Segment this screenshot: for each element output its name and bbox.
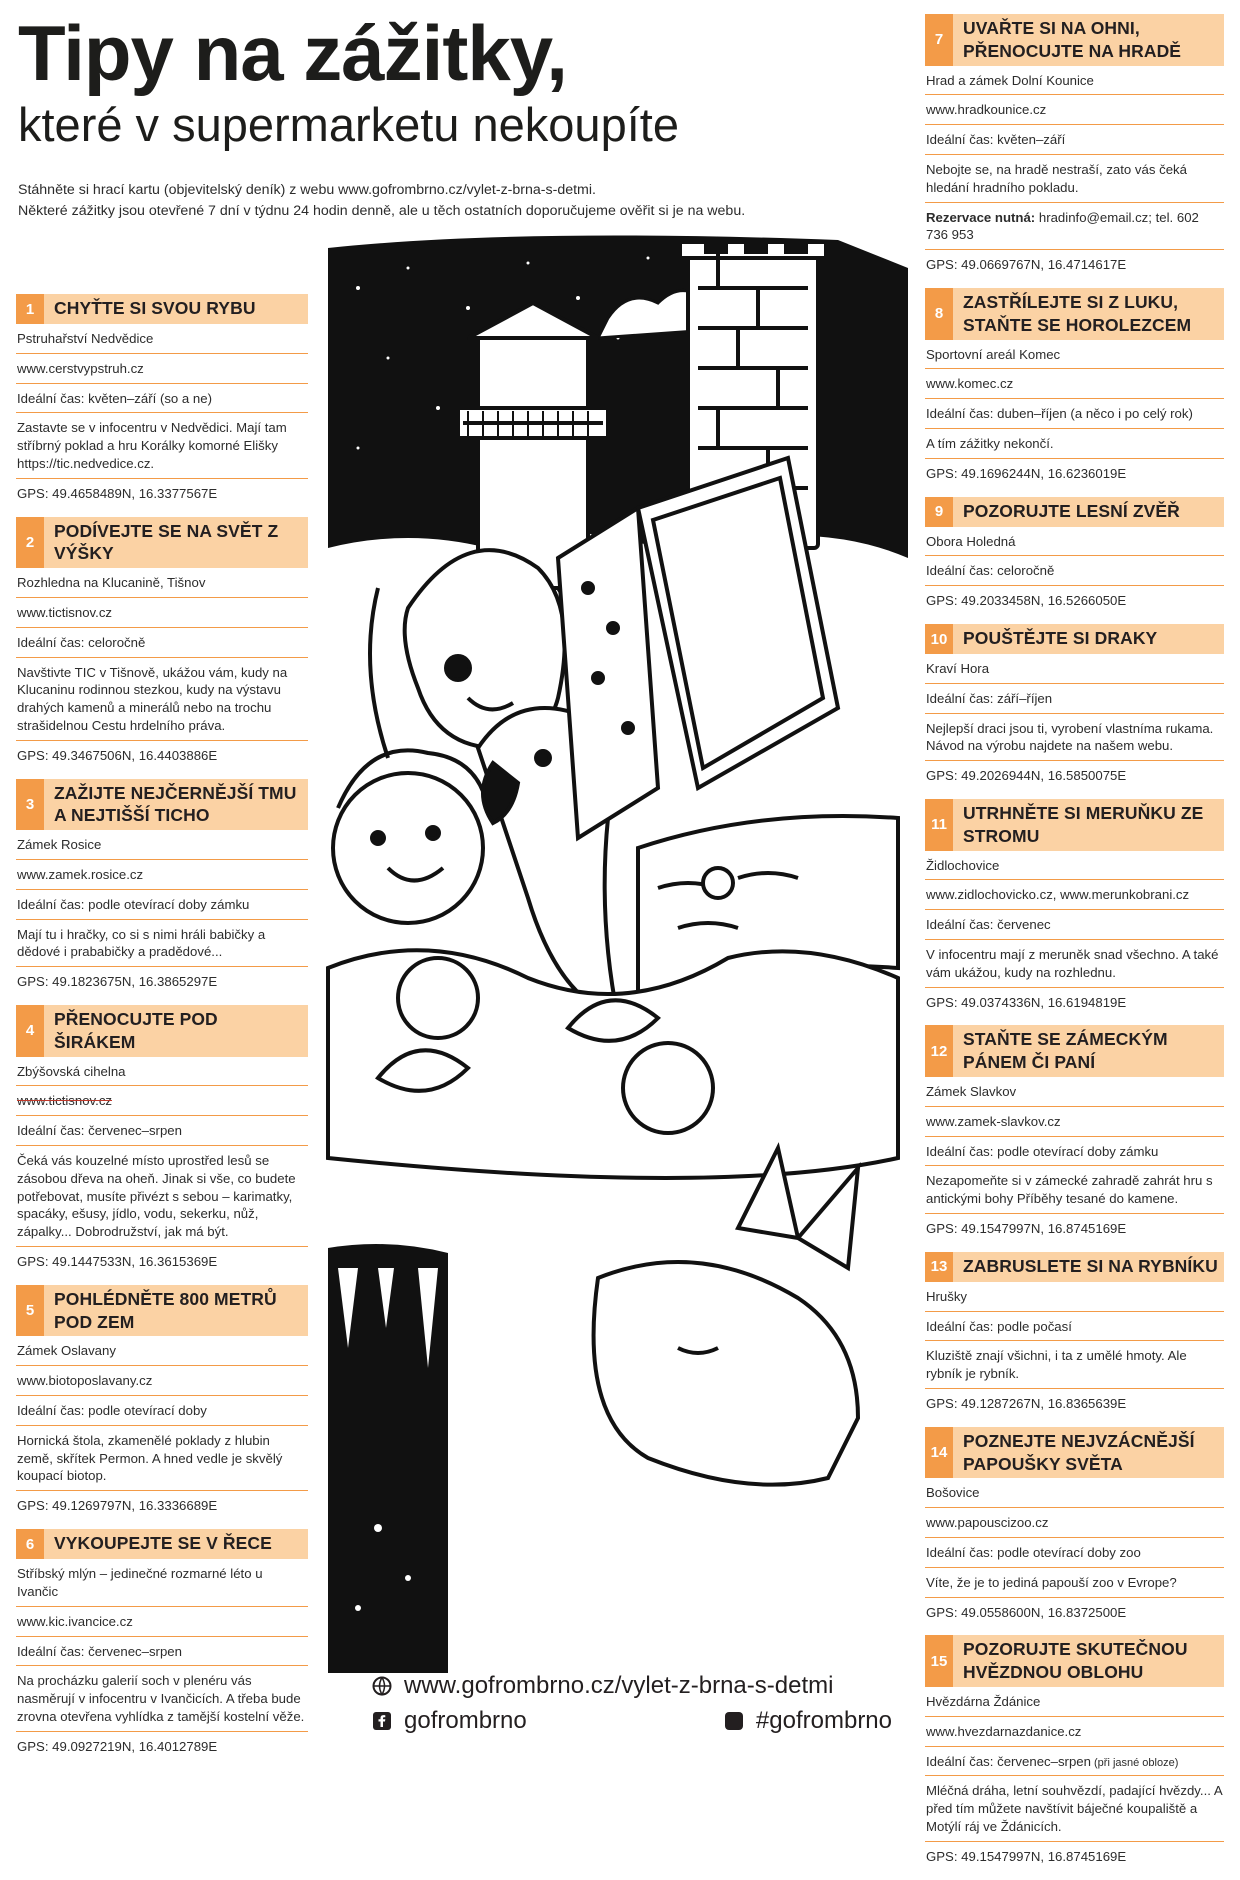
tip-header [925, 1635, 1224, 1687]
tip-time-note: (při jasné obloze) [1090, 1756, 1179, 1769]
tip-number: 3 [16, 779, 44, 831]
tip-title: ZASTŘÍLEJTE SI Z LUKU, STAŇTE SE HOROLEZCEM [963, 292, 1192, 335]
tip-gps: GPS: 49.2026944N, 16.5850075E [926, 768, 1127, 784]
instagram-icon [724, 1711, 744, 1731]
tip-note: Nejlepší draci jsou ti, vyrobení vlastníma rukama. Návod na výrobu najdete na našem webu. [925, 714, 1224, 762]
tip-web: www.tictisnov.cz [16, 598, 308, 628]
tip-header [925, 14, 1224, 66]
tip-place: Hrušky [925, 1282, 1224, 1312]
tip-place: Hrad a zámek Dolní Kounice [925, 66, 1224, 96]
tip-title: UTRHNĚTE SI MERUŇKU ZE STROMU [963, 803, 1204, 846]
tip-header [16, 779, 308, 831]
footer-url[interactable]: www.gofrombrno.cz/vylet-z-brna-s-detmi [404, 1672, 834, 1699]
tips-left-column [16, 294, 308, 1770]
tip-time: Ideální čas: červenec [925, 910, 1224, 940]
tip-note: Mají tu i hračky, co si s nimi hráli babičky a dědové i prababičky a pradědové... [16, 920, 308, 968]
tip-2 [16, 517, 308, 770]
tip-header [925, 799, 1224, 851]
tip-web: www.hvezdarnazdanice.cz [925, 1717, 1224, 1747]
tip-8 [925, 288, 1224, 488]
tip-gps: GPS: 49.3467506N, 16.4403886E [17, 747, 218, 763]
tip-note: Hornická štola, zkamenělé poklady z hlubin země, skřítek Permon. A hned vedle je skvělý koupací biotop. [16, 1426, 308, 1491]
tip-6 [16, 1529, 308, 1761]
intro-line: Některé zážitky jsou otevřené 7 dní v týdnu 24 hodin denně, ale u těch ostatních doporučujeme ověřit si je na webu. [18, 202, 746, 219]
tip-5 [16, 1285, 308, 1520]
tip-time: Ideální čas: podle počasí [925, 1312, 1224, 1342]
tip-time: Ideální čas: celoročně [16, 628, 308, 658]
tip-1 [16, 294, 308, 508]
tip-number: 5 [16, 1285, 44, 1337]
tip-time: Ideální čas: květen–září (so a ne) [16, 384, 308, 414]
tip-gps: GPS: 49.0669767N, 16.4714617E [926, 257, 1127, 273]
tip-note: Nebojte se, na hradě nestraší, zato vás čeká hledání hradního pokladu. [925, 155, 1224, 203]
footer-url-row [372, 1670, 892, 1701]
tip-title: VYKOUPEJTE SE V ŘECE [54, 1533, 272, 1554]
tip-14 [925, 1427, 1224, 1627]
tip-place: Obora Holedná [925, 527, 1224, 557]
tip-number: 9 [925, 497, 953, 527]
tip-gps: GPS: 49.1447533N, 16.3615369E [17, 1254, 218, 1270]
tip-note: Navštivte TIC v Tišnově, ukážou vám, kudy na Klucaninu rodinnou stezkou, kudy na výstavu drahých kamenů a minerálů nebo na trochu strašidelnou Cestu hrdelního práva. [16, 658, 308, 741]
tip-gps: GPS: 49.1269797N, 16.3336689E [17, 1498, 218, 1514]
tip-header [925, 288, 1224, 340]
tip-number: 13 [925, 1252, 953, 1282]
footer [372, 1670, 892, 1736]
tips-right-column [925, 14, 1224, 1880]
footer-social-row [372, 1705, 892, 1736]
boy-figure [333, 750, 488, 923]
tip-note: Nezapomeňte si v zámecké zahradě zahrát hru s antickými bohy Příběhy tesané do kamene. [925, 1166, 1224, 1214]
facebook-icon [372, 1711, 392, 1731]
tip-gps: GPS: 49.1287267N, 16.8365639E [926, 1396, 1127, 1412]
tip-number: 8 [925, 288, 953, 340]
reservation-label: Rezervace nutná: [926, 209, 1036, 225]
tip-number: 11 [925, 799, 953, 851]
tip-title: POUŠTĚJTE SI DRAKY [963, 628, 1158, 648]
tip-time: Ideální čas: celoročně [925, 556, 1224, 586]
tip-web: www.cerstvypstruh.cz [16, 354, 308, 384]
tip-15 [925, 1635, 1224, 1870]
tip-time: Ideální čas: květen–září [925, 125, 1224, 155]
tip-header [16, 517, 308, 569]
tip-time: Ideální čas: duben–říjen (a něco i po celý rok) [925, 399, 1224, 429]
tip-time: Ideální čas: září–říjen [925, 684, 1224, 714]
tip-12 [925, 1025, 1224, 1242]
tip-title: PODÍVEJTE SE NA SVĚT Z VÝŠKY [54, 520, 279, 564]
tip-9 [925, 497, 1224, 615]
tip-header [925, 624, 1224, 654]
illustration [318, 228, 912, 1676]
tip-note: Zastavte se v infocentru v Nedvědici. Mají tam stříbrný poklad a hru Korálky komorné Elišky https://tic.nedvedice.cz. [16, 413, 308, 478]
tip-title: POHLÉDNĚTE 800 METRŮ POD ZEM [54, 1288, 277, 1332]
tip-place: Bošovice [925, 1478, 1224, 1508]
tip-gps: GPS: 49.0374336N, 16.6194819E [926, 994, 1127, 1010]
tip-time: Ideální čas: podle otevírací doby zoo [925, 1538, 1224, 1568]
tip-note: Kluziště znají všichni, i ta z umělé hmoty. Ale rybník je rybník. [925, 1341, 1224, 1389]
tip-note: Mléčná dráha, letní souhvězdí, padající hvězdy... A před tím můžete navštívit báječné koupaliště a Motýlí ráj ve Ždánicích. [925, 1776, 1224, 1841]
cave-stalactites [328, 1244, 448, 1673]
tip-note: Na procházku galerií soch v plenéru vás nasměrují v infocentru v Ivančicích. A třeba bude zrovna otevřena vyhlídka z tamější kostelní věže. [16, 1666, 308, 1731]
page-subtitle: které v supermarketu nekoupíte [18, 97, 679, 151]
tip-number: 10 [925, 624, 953, 654]
tip-place: Kraví Hora [925, 654, 1224, 684]
tip-place: Stříbský mlýn – jedinečné rozmarné léto u Ivančic [16, 1559, 308, 1607]
tip-time: Ideální čas: podle otevírací doby zámku [16, 890, 308, 920]
tip-gps: GPS: 49.4658489N, 16.3377567E [17, 485, 218, 501]
tip-number: 4 [16, 1005, 44, 1057]
tip-time: Ideální čas: podle otevírací doby [16, 1396, 308, 1426]
tip-web: www.zamek-slavkov.cz [925, 1107, 1224, 1137]
footer-facebook[interactable]: gofrombrno [404, 1707, 527, 1735]
tip-note: V infocentru mají z meruněk snad všechno. A také vám ukážou, kudy na rozhlednu. [925, 940, 1224, 988]
tip-gps: GPS: 49.1547997N, 16.8745169E [926, 1221, 1127, 1236]
tip-title: CHYŤTE SI SVOU RYBU [54, 298, 256, 318]
tip-place: Hvězdárna Ždánice [925, 1687, 1224, 1717]
tip-place: Zámek Oslavany [16, 1336, 308, 1366]
tip-13 [925, 1252, 1224, 1418]
footer-instagram[interactable]: #gofrombrno [755, 1707, 892, 1735]
tip-4 [16, 1005, 308, 1276]
tip-time: Ideální čas: červenec–srpen [16, 1637, 308, 1667]
tip-web: www.zamek.rosice.cz [16, 860, 308, 890]
tip-11 [925, 799, 1224, 1016]
tip-place: Zbýšovská cihelna [16, 1057, 308, 1087]
tip-title: ZABRUSLETE SI NA RYBNÍKU [963, 1255, 1218, 1276]
tip-header [16, 1285, 308, 1337]
tip-number: 6 [16, 1529, 44, 1559]
tip-note: Čeká vás kouzelné místo uprostřed lesů se zásobou dřeva na oheň. Jinak si vše, co budete potřebovat, musíte přivézt s sebou – karimatky, spacáky, ešusy, jídlo, vodu, sekerku, nůž, zápalky... Dobrodružství, jak má být. [16, 1146, 308, 1247]
tip-place: Rozhledna na Klucanině, Tišnov [16, 568, 308, 598]
tip-title: POZORUJTE LESNÍ ZVĚŘ [963, 500, 1180, 521]
tip-web-struck: www.tictisnov.cz [17, 1093, 113, 1109]
tip-title: STAŇTE SE ZÁMECKÝM PÁNEM ČI PANÍ [963, 1029, 1168, 1073]
tip-place: Zámek Rosice [16, 830, 308, 860]
tip-title: PŘENOCUJTE POD ŠIRÁKEM [54, 1009, 218, 1052]
tip-title: POZORUJTE SKUTEČNOU HVĚZDNOU OBLOHU [963, 1639, 1188, 1683]
tip-gps: GPS: 49.2033458N, 16.5266050E [926, 593, 1127, 609]
page-title: Tipy na zážitky, [18, 9, 567, 97]
climbing-wall [558, 508, 658, 838]
tip-time-row [925, 1747, 1224, 1777]
reservation-text: hradinfo@email.cz; tel. 602 736 953 [926, 209, 1199, 243]
tip-note: A tím zážitky nekončí. [925, 429, 1224, 459]
tip-title: UVAŘTE SI NA OHNI, PŘENOCUJTE NA HRADĚ [963, 18, 1182, 61]
tip-time: Ideální čas: červenec–srpen [16, 1116, 308, 1146]
tip-header [16, 294, 308, 324]
tip-header [925, 1427, 1224, 1479]
tip-web: www.biotoposlavany.cz [16, 1366, 308, 1396]
tip-gps: GPS: 49.0558600N, 16.8372500E [926, 1604, 1127, 1620]
tip-7 [925, 14, 1224, 279]
tip-web-row [16, 1086, 308, 1116]
tip-number: 7 [925, 14, 953, 66]
tip-place: Zámek Slavkov [925, 1077, 1224, 1107]
intro-text [18, 180, 898, 221]
tip-3 [16, 779, 308, 996]
tip-10 [925, 624, 1224, 790]
tip-web: www.hradkounice.cz [925, 95, 1224, 125]
tip-time: Ideální čas: červenec–srpen [926, 1753, 1091, 1769]
tip-number: 15 [925, 1635, 953, 1687]
tip-title: ZAŽIJTE NEJČERNĚJŠÍ TMU A NEJTIŠŠÍ TICHO [54, 782, 297, 826]
tip-title: POZNEJTE NEJVZÁCNĚJŠÍ PAPOUŠKY SVĚTA [963, 1430, 1195, 1474]
tip-web: www.kic.ivancice.cz [16, 1607, 308, 1637]
tip-place: Pstruhařství Nedvědice [16, 324, 308, 354]
tip-header [16, 1005, 308, 1057]
deer-figure [594, 1148, 858, 1485]
globe-icon [372, 1676, 392, 1696]
tip-header [925, 1252, 1224, 1282]
tip-web: www.zidlochovicko.cz, www.merunkobrani.cz [925, 880, 1224, 910]
tip-web: www.papouscizoo.cz [925, 1508, 1224, 1538]
tip-web: www.komec.cz [925, 369, 1224, 399]
tip-reservation [925, 203, 1224, 251]
intro-line: Stáhněte si hrací kartu (objevitelský deník) z webu www.gofrombrno.cz/vylet-z-brna-s-detmi. [18, 182, 596, 198]
tip-note: Víte, že je to jediná papouší zoo v Evrope? [925, 1568, 1224, 1598]
tip-header [925, 497, 1224, 527]
tip-number: 2 [16, 517, 44, 569]
tip-gps: GPS: 49.1696244N, 16.6236019E [926, 465, 1127, 481]
tip-number: 1 [16, 294, 44, 324]
tip-header [925, 1025, 1224, 1077]
tip-time: Ideální čas: podle otevírací doby zámku [925, 1137, 1224, 1167]
tip-gps: GPS: 49.1823675N, 16.3865297E [17, 974, 218, 990]
header [18, 9, 878, 152]
tip-place: Sportovní areál Komec [925, 340, 1224, 370]
tip-gps: GPS: 49.1547997N, 16.8745169E [926, 1848, 1127, 1864]
tip-gps: GPS: 49.0927219N, 16.4012789E [17, 1738, 218, 1754]
tip-header [16, 1529, 308, 1559]
night-sky [328, 236, 908, 559]
tip-place: Židlochovice [925, 851, 1224, 881]
tip-number: 12 [925, 1025, 953, 1077]
tip-number: 14 [925, 1427, 953, 1479]
